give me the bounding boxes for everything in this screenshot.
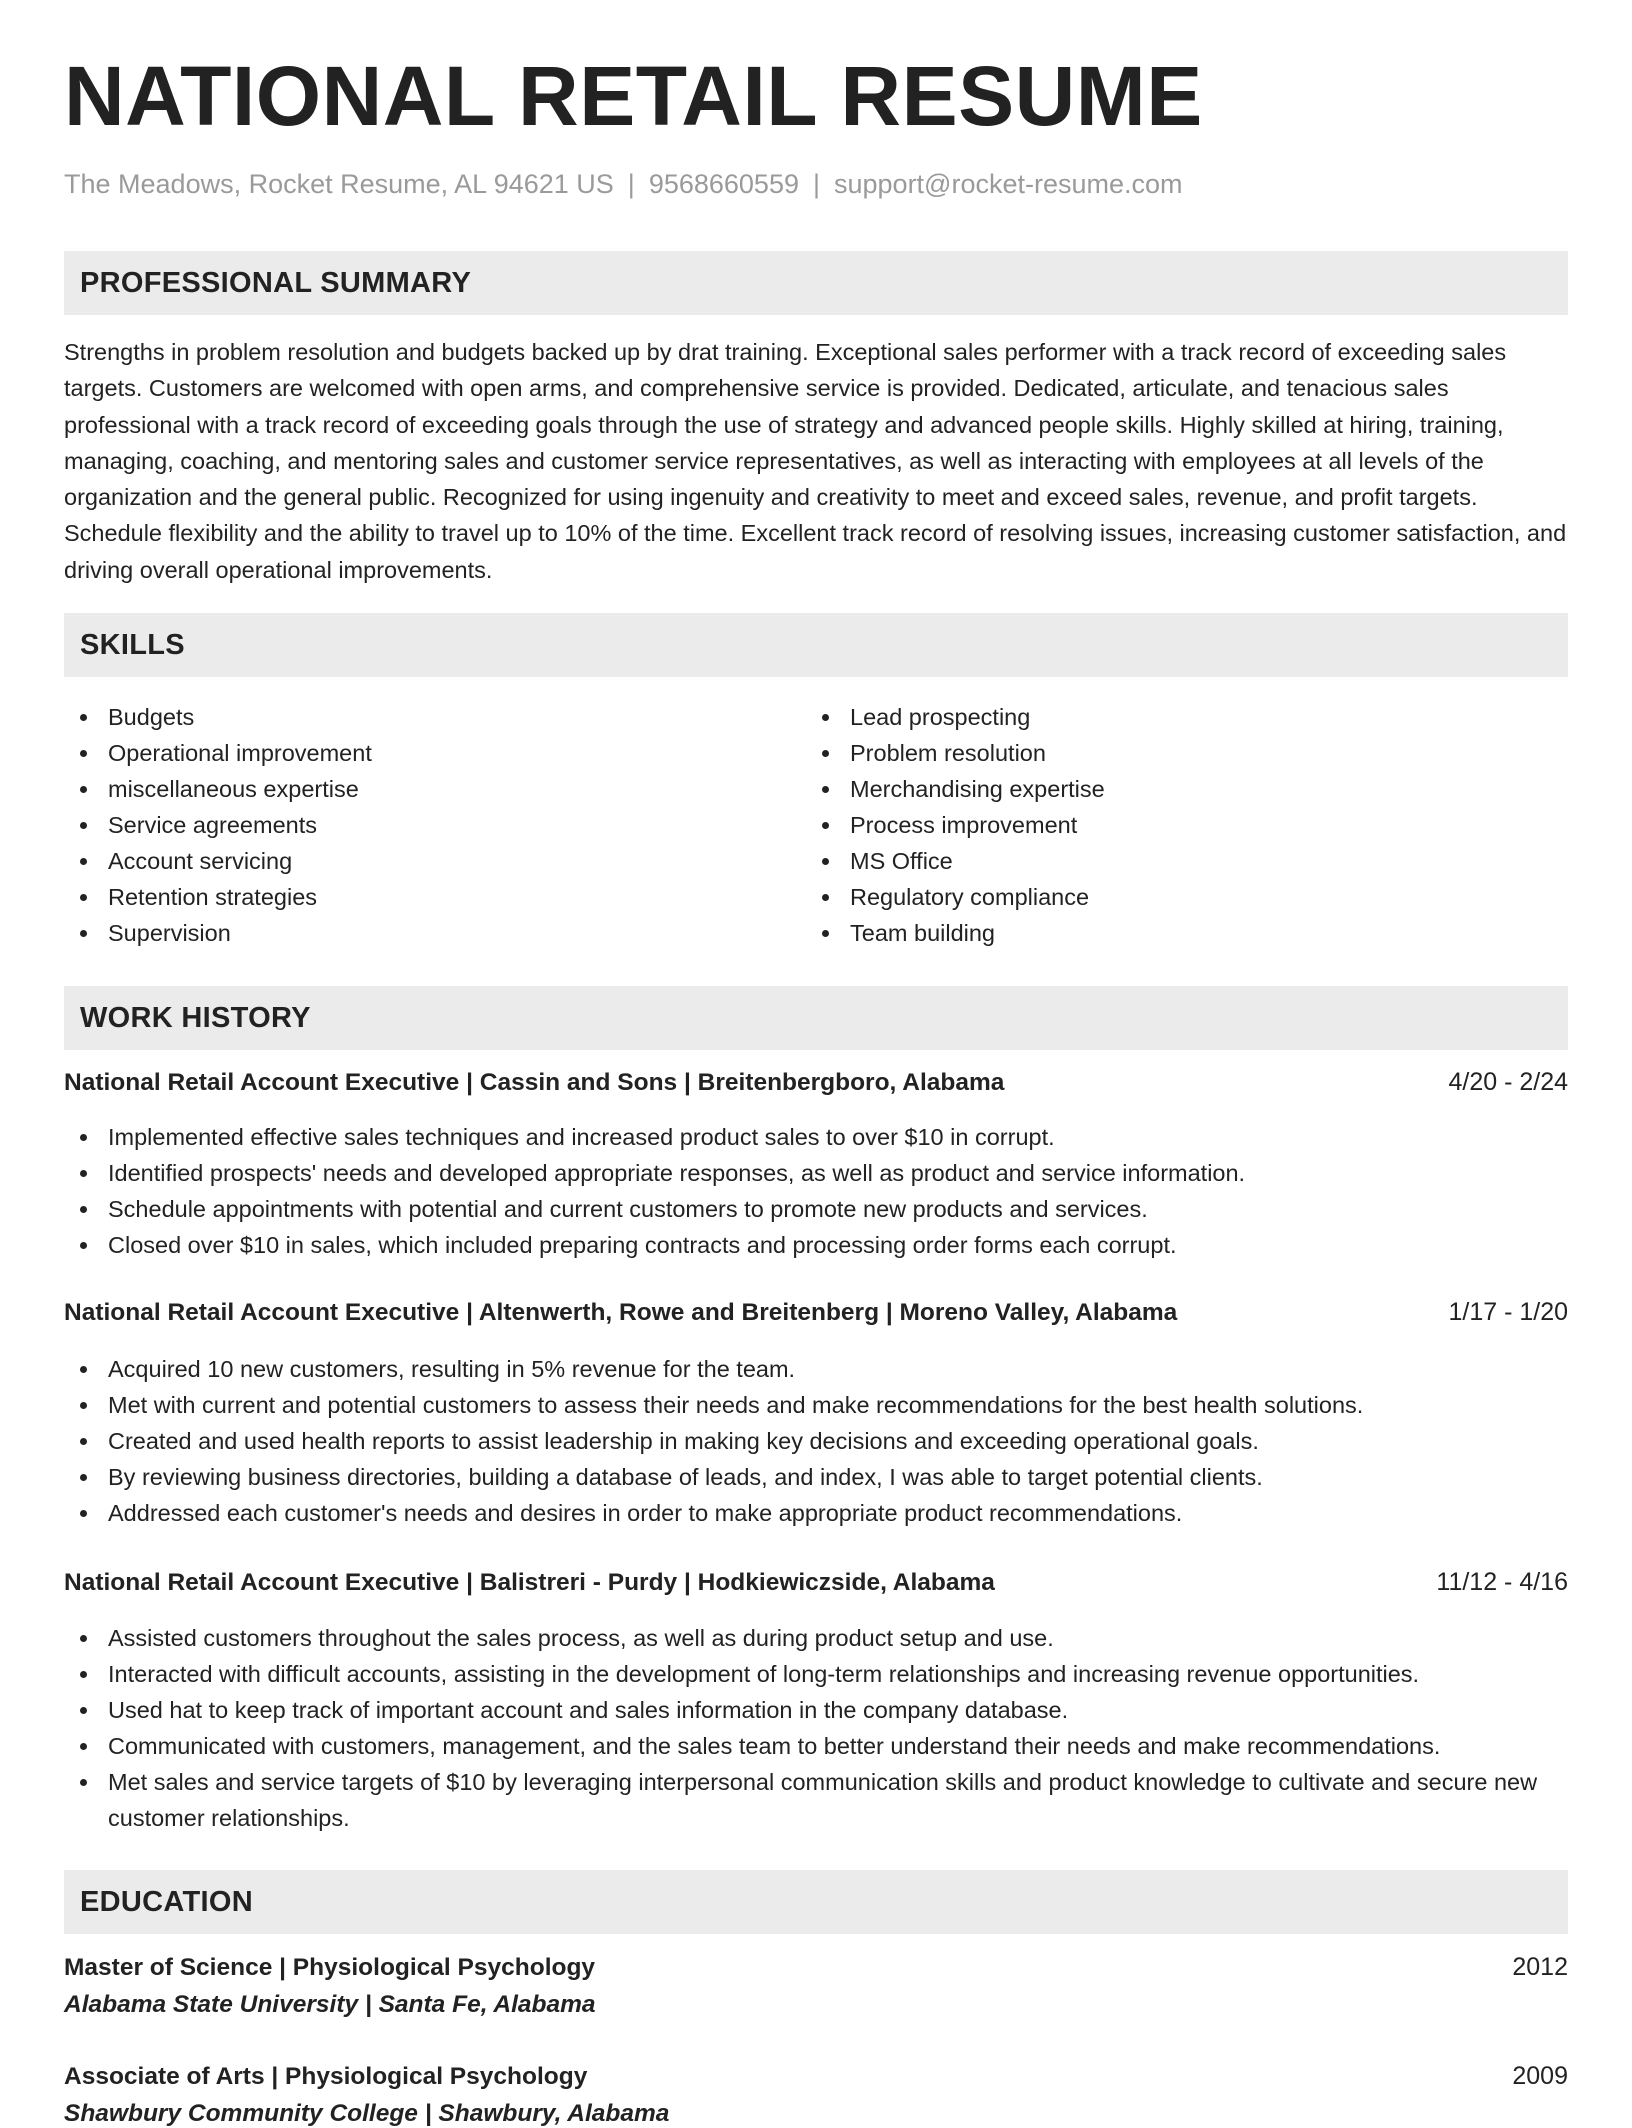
education-degree: Master of Science | Physiological Psychology [64,1954,596,1981]
job-bullet: Created and used health reports to assist leadership in making key decisions and exceeding operational goals. [64,1423,1568,1459]
job-bullet: Implemented effective sales techniques and increased product sales to over $10 in corrupt. [64,1119,1568,1155]
job-header [64,1068,1568,1097]
skill-item: Regulatory compliance [806,879,1105,915]
job-bullet: Assisted customers throughout the sales process, as well as during product setup and use. [64,1620,1568,1656]
contact-email: support@rocket-resume.com [834,169,1183,199]
skill-item: Operational improvement [64,735,372,771]
job-bullet: Met sales and service targets of $10 by leveraging interpersonal communication skills and product knowledge to cultivate and secure new customer relationships. [64,1764,1568,1836]
contact-separator: | [812,169,820,199]
job-bullet: Acquired 10 new customers, resulting in 5% revenue for the team. [64,1351,1568,1387]
contact-line [64,168,1183,200]
education-school: Alabama State University | Santa Fe, Alabama [64,1991,596,2018]
job-bullet: By reviewing business directories, building a database of leads, and index, I was able to target potential clients. [64,1459,1568,1495]
skill-item: Budgets [64,699,372,735]
education-degree: Associate of Arts | Physiological Psychology [64,2063,588,2090]
job-header [64,1568,1568,1597]
skills-list-right [806,699,1105,951]
job-bullet: Interacted with difficult accounts, assisting in the development of long-term relationships and increasing revenue opportunities. [64,1656,1568,1692]
resume-title: NATIONAL RETAIL RESUME [64,49,1203,143]
skill-item: Problem resolution [806,735,1105,771]
job-bullet-list [64,1620,1568,1836]
education-entry-header [64,1953,1568,1982]
skill-item: Supervision [64,915,372,951]
job-bullet: Communicated with customers, management, and the sales team to better understand their needs and make recommendations. [64,1728,1568,1764]
job-bullet: Schedule appointments with potential and current customers to promote new products and services. [64,1191,1568,1227]
skill-item: Service agreements [64,807,372,843]
job-bullet: Identified prospects' needs and developed appropriate responses, as well as product and service information. [64,1155,1568,1191]
job-bullet: Addressed each customer's needs and desires in order to make appropriate product recommendations. [64,1495,1568,1531]
skills-section-header [64,613,1568,677]
skill-item: Team building [806,915,1105,951]
skill-item: Process improvement [806,807,1105,843]
education-entry-header [64,2062,1568,2091]
skill-item: Account servicing [64,843,372,879]
contact-separator: | [627,169,635,199]
summary-text: Strengths in problem resolution and budgets backed up by drat training. Exceptional sales performer with a track record of exceeding sales targets. Customers are welcomed with open arms, and comprehensive service is provided. Dedicated, articulate, and tenacious sales professional with a track record of exceeding goals through the use of strategy and advanced people skills. Highly skilled at hiring, training, managing, coaching, and mentoring sales and customer service representatives, as well as interacting with employees at all levels of the organization and the general public. Recognized for using ingenuity and creativity to meet and exceed sales, revenue, and profit targets. Schedule flexibility and the ability to travel up to 10% of the time. Excellent track record of resolving issues, increasing customer satisfaction, and driving overall operational improvements. [64,339,1567,583]
education-school: Shawbury Community College | Shawbury, Alabama [64,2100,670,2127]
skills-heading: SKILLS [80,628,185,661]
job-bullet: Met with current and potential customers to assess their needs and make recommendations for the best health solutions. [64,1387,1568,1423]
job-header [64,1298,1568,1327]
contact-phone: 9568660559 [648,169,799,199]
job-dates: 4/20 - 2/24 [1448,1068,1568,1096]
skills-list-left [64,699,372,951]
work-section-header [64,986,1568,1050]
skill-item: miscellaneous expertise [64,771,372,807]
job-bullet-list [64,1119,1568,1263]
skill-item: Merchandising expertise [806,771,1105,807]
education-year: 2012 [1512,1953,1568,1981]
skill-item: Retention strategies [64,879,372,915]
skill-item: MS Office [806,843,1105,879]
job-title: National Retail Account Executive | Altenwerth, Rowe and Breitenberg | Moreno Valley, Alabama [64,1299,1178,1326]
education-section-header [64,1870,1568,1934]
summary-heading: PROFESSIONAL SUMMARY [80,266,472,299]
job-dates: 11/12 - 4/16 [1436,1568,1568,1596]
job-dates: 1/17 - 1/20 [1448,1298,1568,1326]
job-title: National Retail Account Executive | Balistreri - Purdy | Hodkiewiczside, Alabama [64,1569,995,1596]
job-bullet-list [64,1351,1568,1531]
skill-item: Lead prospecting [806,699,1105,735]
job-title: National Retail Account Executive | Cassin and Sons | Breitenbergboro, Alabama [64,1069,1005,1096]
education-heading: EDUCATION [80,1885,253,1918]
summary-section-header [64,251,1568,315]
education-year: 2009 [1512,2062,1568,2090]
job-bullet: Closed over $10 in sales, which included preparing contracts and processing order forms each corrupt. [64,1227,1568,1263]
contact-address: The Meadows, Rocket Resume, AL 94621 US [64,169,614,199]
job-bullet: Used hat to keep track of important account and sales information in the company database. [64,1692,1568,1728]
work-heading: WORK HISTORY [80,1001,311,1034]
